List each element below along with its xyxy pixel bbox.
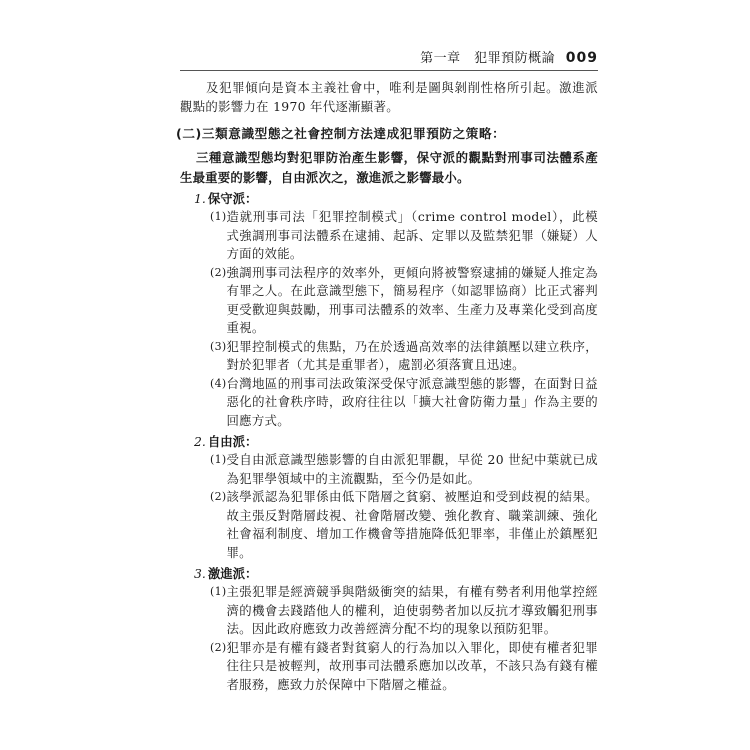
item-text: 台灣地區的刑事司法政策深受保守派意識型態的影響，在面對日益惡化的社會秩序時，政府往往以「擴大社會防衛力量」作為主要的回應方式。 [226,375,598,428]
page-number: 009 [565,50,598,66]
item-marker: (1) [210,585,227,598]
school-title: 自由派： [207,434,258,449]
item-text: 犯罪控制模式的焦點，乃在於透過高效率的法律鎮壓以建立秩序，對於犯罪者（尤其是重罪者），處罰必須落實且迅速。 [226,338,598,372]
list-item [210,208,598,264]
item-marker: (3) [210,339,227,353]
item-text: 犯罪亦是有權有錢者對貧窮人的行為加以入罪化，即使有權者犯罪往往只是被輕判，故刑事司法體系應加以改革，不該只為有錢有權者服務，應致力於保障中下階層之權益。 [226,639,598,692]
item-text: 受自由派意識型態影響的自由派犯罪觀，早從 20 世紀中葉就已成為犯罪學領域中的主流觀點，至今仍是如此。 [226,452,598,486]
list-item [210,338,598,375]
school-heading [194,432,598,451]
item-marker: (1) [210,453,227,466]
school-heading [194,189,598,208]
item-text: 主張犯罪是經濟競爭與階級衝突的結果，有權有勢者利用他掌控經濟的機會去踐踏他人的權利，迫使弱勢者加以反抗才導致觸犯刑事法。因此政府應致力改善經濟分配不均的現象以預防犯罪。 [226,584,598,636]
running-head [420,47,598,66]
school-radical [180,564,598,694]
school-title: 保守派： [207,191,258,206]
list-item [210,639,598,695]
item-marker: (2) [210,640,227,654]
school-liberal [180,432,598,562]
section-heading: (二)三類意識型態之社會控制方法達成犯罪預防之策略： [176,126,506,141]
item-text: 造就刑事司法「犯罪控制模式」（crime control model），此模式強調刑事司法體系在逮捕、起訴、定罪以及監禁犯罪（嫌疑）人方面的效能。 [226,209,598,261]
school-number: 2. [194,434,206,449]
intro-paragraph: 及犯罪傾向是資本主義社會中，唯利是圖與剝削性格所引起。激進派觀點的影響力在 1970 年代逐漸顯著。 [180,80,598,114]
header-rule [180,70,598,71]
chapter-title: 第一章 犯罪預防概論 [420,51,556,66]
school-title: 激進派： [207,566,258,581]
page-content [176,79,598,694]
school-conservative [180,189,598,430]
school-heading [194,564,598,583]
item-marker: (2) [210,265,227,279]
section-lead: 三種意識型態均對犯罪防治產生影響，保守派的觀點對刑事司法體系產生最重要的影響，自由派次之，激進派之影響最小。 [180,150,598,185]
item-marker: (2) [210,490,227,503]
list-item [210,583,598,639]
school-number: 3. [194,566,206,581]
list-item [210,488,598,562]
school-number: 1. [194,191,206,206]
list-item [210,451,598,488]
item-text: 該學派認為犯罪係由低下階層之貧窮、被壓迫和受到歧視的結果。故主張反對階層歧視、社會階層改變、強化教育、職業訓練、強化社會福利制度、增加工作機會等措施降低犯罪率，非僅止於鎮壓犯罪。 [226,489,598,560]
item-marker: (4) [210,376,227,390]
item-text: 強調刑事司法程序的效率外，更傾向將被警察逮捕的嫌疑人推定為有罪之人。在此意識型態下，簡易程序（如認罪協商）比正式審判更受歡迎與鼓勵，刑事司法體系的效率、生產力及專業化受到高度重視。 [226,264,598,335]
list-item [210,375,598,431]
list-item [210,264,598,338]
item-marker: (1) [210,210,227,223]
